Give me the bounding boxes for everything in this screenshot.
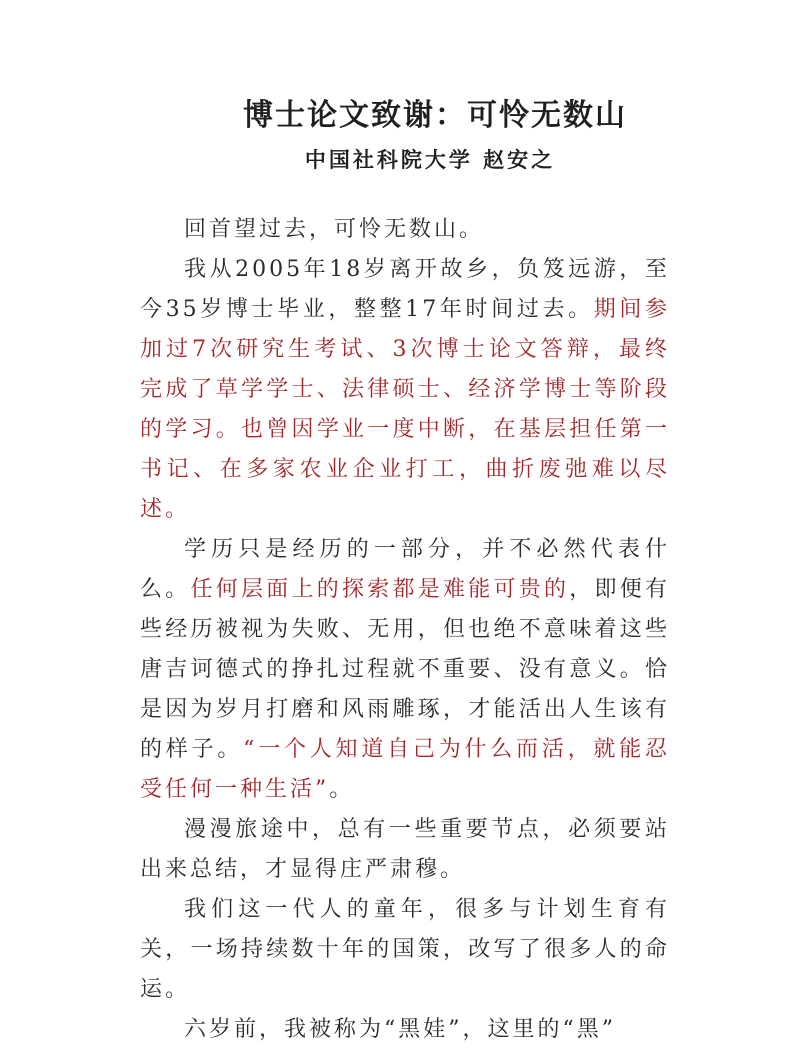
paragraph	[140, 210, 670, 250]
text-segment: 漫漫旅途中，总有一些重要节点，必须要站出来总结，才显得庄严肃穆。	[140, 817, 670, 882]
text-segment: 我从2005年18岁离开故乡，负笈远游，至今35岁博士毕业，整整17年时间过去。	[140, 257, 670, 322]
author-line: 中国社科院大学 赵安之	[304, 147, 556, 172]
text-segment: 我们这一代人的童年，很多与计划生育有关，一场持续数十年的国策，改写了很多人的命运。	[140, 897, 670, 1002]
text-segment: 六岁前，我被称为“黑娃”，这里的“黑”	[184, 1017, 616, 1042]
document-body	[140, 210, 670, 1050]
paragraph	[140, 250, 670, 530]
highlighted-quote: “一个人知道自己为什么而活，就能忍受任何一种生活”	[140, 737, 670, 802]
text-segment: 。	[329, 777, 355, 802]
document-title: 博士论文致谢：可怜无数山	[243, 98, 627, 133]
paragraph	[140, 810, 670, 890]
text-segment: 回首望过去，可怜无数山。	[184, 217, 485, 242]
highlighted-text: 任何层面上的探索都是难能可贵的	[190, 577, 570, 602]
paragraph	[140, 530, 670, 810]
paragraph	[140, 890, 670, 1010]
text-segment: ，即便有些经历被视为失败、无用，但也绝不意味着这些唐吉诃德式的挣扎过程就不重要、没有意义。恰是因为岁月打磨和风雨雕琢，才能活出人生该有的样子。	[140, 577, 670, 762]
text-segment: 学历只是经历的一部分，并不必然代表什么。	[140, 537, 670, 602]
paragraph	[140, 1010, 670, 1050]
highlighted-text: 期间参加过7次研究生考试、3次博士论文答辩，最终完成了草学学士、法律硕士、经济学博士等阶段的学习。也曾因学业一度中断，在基层担任第一书记、在多家农业企业打工，曲折废弛难以尽述。	[140, 297, 670, 522]
